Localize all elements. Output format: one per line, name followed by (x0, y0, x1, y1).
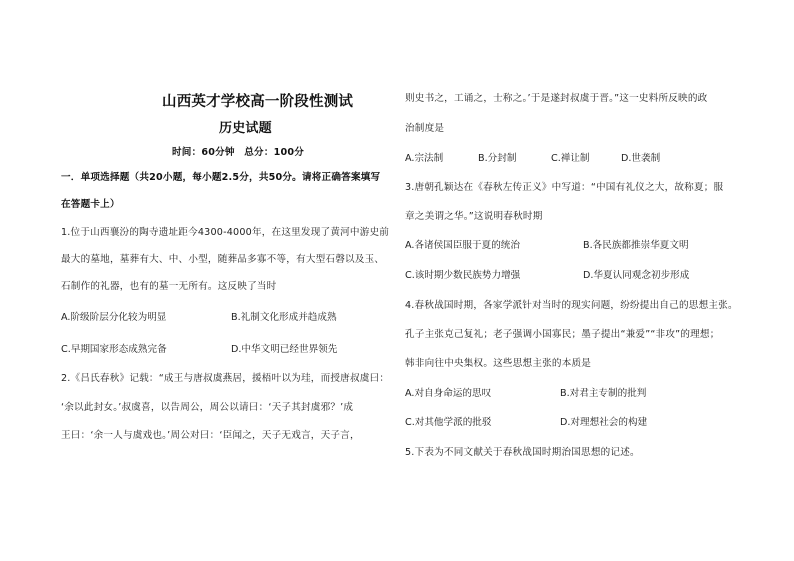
q2-line-1: 2.《吕氏春秋》记载：“成王与唐叔虞燕居，援梧叶以为珪，而授唐叔虞曰： (61, 373, 390, 384)
q1-option-c: C.早期国家形态成熟完备 (61, 344, 167, 355)
q4-line-1: 4.春秋战国时期，各家学派针对当时的现实问题，纷纷提出自己的思想主张。 (405, 300, 738, 311)
exam-meta: 时间：60分钟 总分：100分 (172, 147, 305, 158)
q3-option-c: C.该时期少数民族势力增强 (405, 270, 521, 281)
q2-line-2: ‘余以此封女。’叔虞喜，以告周公，周公以请曰：‘天子其封虞邪？’成 (61, 402, 354, 413)
q4-option-b: B.对君主专制的批判 (560, 388, 647, 399)
q1-line-3: 石制作的礼器，也有的墓一无所有。这反映了当时 (61, 281, 277, 292)
q4-line-3: 韩非向往中央集权。这些思想主张的本质是 (405, 358, 592, 369)
q1-line-1: 1.位于山西襄汾的陶寺遗址距今4300-4000年，在这里发现了黄河中游史前 (61, 227, 390, 238)
q3-option-b: B.各民族都推崇华夏文明 (583, 240, 689, 251)
q1-option-d: D.中华文明已经世界领先 (231, 344, 338, 355)
q2-option-d: D.世袭制 (621, 153, 661, 164)
q1-option-a: A.阶级阶层分化较为明显 (61, 312, 167, 323)
q1-option-b: B.礼制文化形成并趋成熟 (231, 312, 337, 323)
q2-continued-line-2: 治制度是 (405, 123, 445, 134)
exam-title: 山西英才学校高一阶段性测试 (162, 93, 354, 110)
q3-line-2: 章之美谓之华。”这说明春秋时期 (405, 211, 543, 222)
q4-option-c: C.对其他学派的批驳 (405, 417, 492, 428)
section-heading-line2: 在答题卡上） (61, 199, 120, 210)
q3-option-a: A.各诸侯国臣服于夏的统治 (405, 240, 520, 251)
section-heading-line1: 一．单项选择题（共20小题，每小题2.5分，共50分。请将正确答案填写 (61, 172, 381, 183)
q2-option-a: A.宗法制 (405, 153, 444, 164)
q4-line-2: 孔子主张克己复礼；老子强调小国寡民；墨子提出“兼爱”“非攻”的理想； (405, 329, 720, 340)
q3-line-1: 3.唐朝孔颖达在《春秋左传正义》中写道：“中国有礼仪之大，故称夏；服 (405, 182, 724, 193)
q1-line-2: 最大的墓地，墓葬有大、中、小型，随葬品多寡不等，有大型石磬以及玉、 (61, 254, 385, 265)
q5-line-1: 5.下表为不同文献关于春秋战国时期治国思想的记述。 (405, 447, 640, 458)
q2-option-b: B.分封制 (478, 153, 517, 164)
q2-continued-line-1: 则史书之，工诵之，士称之。’于是遂封叔虞于晋。”这一史料所反映的政 (405, 93, 708, 104)
q4-option-d: D.对理想社会的构建 (560, 417, 648, 428)
exam-subtitle: 历史试题 (219, 121, 272, 136)
q4-option-a: A.对自身命运的思叹 (405, 388, 492, 399)
q3-option-d: D.华夏认同观念初步形成 (583, 270, 690, 281)
q2-line-3: 王曰：‘余一人与虞戏也。’周公对曰：‘臣闻之，天子无戏言，天子言， (61, 430, 360, 441)
q2-option-c: C.禅让制 (551, 153, 590, 164)
